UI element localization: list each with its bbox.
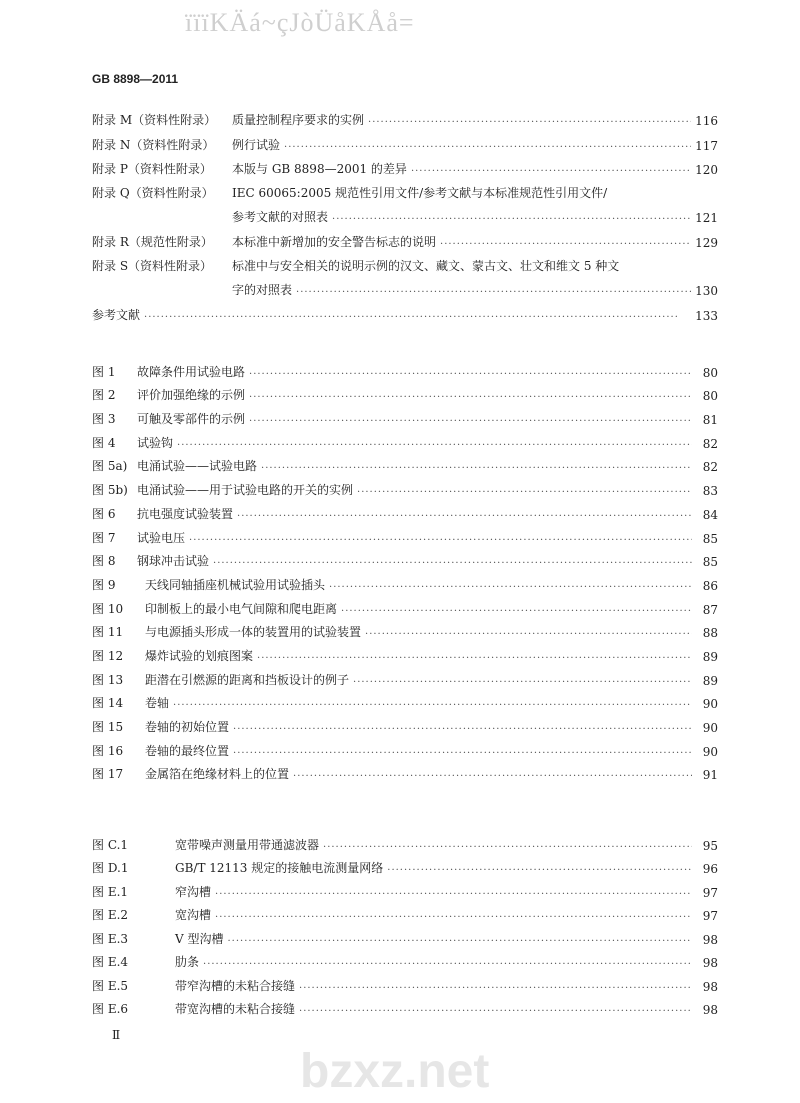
entry-title: IEC 60065:2005 规范性引用文件/参考文献与本标准规范性引用文件/ [232, 186, 608, 201]
dot-leader [257, 653, 692, 664]
toc-entry[interactable] [92, 923, 718, 947]
toc-entry[interactable] [92, 274, 718, 298]
dot-leader [353, 677, 692, 688]
entry-label: 图 17 [92, 767, 124, 782]
entry-title: 带宽沟槽的未粘合接缝 [175, 1002, 296, 1016]
toc-entry[interactable] [92, 128, 718, 152]
annex-figure-toc [92, 829, 718, 1017]
entry-label: 附录 R（规范性附录） [92, 234, 213, 249]
toc-entry[interactable] [92, 380, 718, 404]
entry-title: 试验电压 [137, 530, 186, 545]
entry-title: 可触及零部件的示例 [137, 412, 246, 427]
entry-page: 82 [702, 436, 718, 451]
toc-entry[interactable] [92, 853, 718, 877]
entry-title: 印制板上的最小电气间隙和爬电距离 [145, 601, 338, 616]
dot-leader [144, 312, 691, 323]
toc-entry[interactable] [92, 522, 718, 546]
entry-title: 肋条 [175, 955, 200, 969]
dot-leader [411, 166, 691, 177]
dot-leader [213, 558, 692, 569]
toc-entry[interactable] [92, 947, 718, 971]
dot-leader [368, 117, 691, 128]
entry-label: 图 3 [92, 412, 116, 427]
toc-entry[interactable] [92, 829, 718, 853]
toc-entry[interactable] [92, 569, 718, 593]
dot-leader [293, 771, 692, 782]
entry-label: 附录 S（资料性附录） [92, 259, 213, 274]
entry-page: 84 [702, 507, 718, 522]
entry-title: 卷轴 [145, 696, 170, 711]
toc-entry[interactable] [92, 153, 718, 177]
entry-label: 图 13 [92, 672, 124, 687]
dot-leader [233, 724, 692, 735]
entry-title: 爆炸试验的划痕图案 [145, 648, 254, 663]
entry-title: 电涌试验——用于试验电路的开关的实例 [137, 483, 354, 498]
entry-page: 98 [702, 1003, 718, 1017]
entry-title: 抗电强度试验装置 [137, 506, 234, 521]
toc-entry[interactable] [92, 688, 718, 712]
dot-leader [233, 748, 692, 759]
entry-page: 96 [702, 862, 718, 876]
toc-entry[interactable] [92, 759, 718, 783]
page-number: Ⅱ [112, 1028, 121, 1042]
dot-leader [329, 582, 692, 593]
entry-page: 98 [702, 979, 718, 994]
entry-page: 121 [695, 211, 718, 226]
entry-label: 图 E.6 [92, 1002, 129, 1016]
toc-entry[interactable] [92, 711, 718, 735]
appendix-toc [92, 104, 718, 323]
entry-page: 98 [702, 932, 718, 947]
dot-leader [173, 700, 692, 711]
entry-page: 90 [702, 744, 718, 759]
entry-title: 金属箔在绝缘材料上的位置 [145, 767, 290, 782]
toc-entry[interactable] [92, 104, 718, 128]
entry-label: 图 5b) [92, 483, 128, 498]
dot-leader [177, 440, 692, 451]
entry-page: 133 [695, 308, 718, 323]
entry-label: 附录 P（资料性附录） [92, 161, 212, 176]
entry-label: 图 14 [92, 696, 124, 711]
entry-page: 97 [702, 909, 718, 923]
toc-entry[interactable] [92, 177, 718, 201]
entry-title: 试验钩 [137, 435, 174, 450]
toc-entry[interactable] [92, 427, 718, 451]
watermark-top: ïïïKÄá~çJòÜåKÅå= [185, 8, 415, 37]
entry-title: 本标准中新增加的安全警告标志的说明 [232, 234, 437, 249]
entry-label: 图 D.1 [92, 861, 129, 875]
toc-entry[interactable] [92, 664, 718, 688]
entry-title: 本版与 GB 8898—2001 的差异 [232, 161, 407, 176]
entry-label: 图 6 [92, 506, 116, 521]
toc-entry[interactable] [92, 970, 718, 994]
dot-leader [365, 629, 692, 640]
toc-entry[interactable] [92, 474, 718, 498]
dot-leader [261, 463, 692, 474]
watermark-logo: bzxz.net [300, 1045, 490, 1098]
entry-title: 参考文献 [92, 307, 141, 322]
entry-page: 85 [702, 555, 718, 570]
toc-entry[interactable] [92, 546, 718, 570]
entry-page: 117 [695, 138, 718, 153]
toc-entry[interactable] [92, 876, 718, 900]
dot-leader [296, 287, 691, 298]
entry-label: 图 E.4 [92, 955, 129, 969]
entry-title: 参考文献的对照表 [232, 210, 329, 225]
entry-label: 图 C.1 [92, 837, 129, 852]
dot-leader [249, 416, 692, 427]
toc-entry[interactable] [92, 640, 718, 664]
entry-label: 附录 M（资料性附录） [92, 113, 217, 128]
entry-title: 卷轴的初始位置 [145, 720, 230, 734]
entry-page: 89 [702, 673, 718, 688]
entry-page: 88 [702, 626, 718, 641]
toc-entry[interactable] [92, 201, 718, 225]
entry-page: 90 [702, 697, 718, 712]
dot-leader [189, 535, 692, 546]
dot-leader [387, 865, 692, 876]
entry-page: 80 [702, 389, 718, 404]
dot-leader [357, 487, 692, 498]
toc-entry[interactable] [92, 735, 718, 759]
toc-entry[interactable] [92, 994, 718, 1018]
dot-leader [284, 142, 691, 153]
entry-title: 字的对照表 [232, 283, 293, 298]
entry-title: 例行试验 [232, 137, 281, 152]
entry-page: 98 [702, 956, 718, 970]
toc-entry[interactable] [92, 250, 718, 274]
toc-entry[interactable] [92, 356, 718, 380]
toc-entry[interactable] [92, 593, 718, 617]
entry-page: 116 [695, 114, 718, 129]
entry-title: 质量控制程序要求的实例 [232, 113, 365, 128]
entry-title: 故障条件用试验电路 [137, 364, 246, 379]
entry-label: 图 E.1 [92, 884, 129, 899]
entry-label: 图 5a) [92, 459, 128, 474]
entry-label: 图 8 [92, 554, 116, 569]
entry-title: 天线同轴插座机械试验用试验插头 [145, 577, 326, 592]
entry-label: 附录 N（资料性附录） [92, 137, 215, 152]
entry-page: 90 [702, 721, 718, 735]
entry-title: 带窄沟槽的未粘合接缝 [175, 978, 296, 993]
entry-label: 附录 Q（资料性附录） [92, 186, 214, 201]
entry-label: 图 E.2 [92, 908, 129, 922]
entry-title: 钢球冲击试验 [137, 554, 210, 569]
toc-entry[interactable] [92, 403, 718, 427]
dot-leader [237, 511, 692, 522]
entry-page: 83 [702, 484, 718, 499]
entry-label: 图 4 [92, 435, 116, 450]
dot-leader [203, 959, 692, 970]
entry-label: 图 15 [92, 720, 124, 734]
entry-label: 图 E.5 [92, 978, 129, 993]
toc-entry[interactable] [92, 451, 718, 475]
entry-page: 87 [702, 602, 718, 617]
entry-title: GB/T 12113 规定的接触电流测量网络 [175, 861, 384, 875]
entry-page: 80 [702, 365, 718, 380]
dot-leader [299, 983, 692, 994]
entry-page: 91 [702, 768, 718, 783]
entry-label: 图 11 [92, 625, 124, 640]
dot-leader [323, 842, 692, 853]
standard-number: GB 8898—2011 [92, 72, 179, 86]
dot-leader [440, 239, 691, 250]
toc-entry[interactable] [92, 498, 718, 522]
entry-label: 图 16 [92, 743, 124, 758]
entry-label: 图 12 [92, 648, 124, 663]
figure-toc [92, 356, 718, 782]
dot-leader [332, 214, 691, 225]
entry-page: 85 [702, 531, 718, 546]
dot-leader [227, 936, 692, 947]
entry-page: 81 [702, 413, 718, 428]
toc-entry-references[interactable] [92, 298, 718, 322]
entry-title: 宽带噪声测量用带通滤波器 [175, 837, 320, 852]
entry-title: 距潜在引燃源的距离和挡板设计的例子 [145, 672, 350, 687]
toc-entry[interactable] [92, 617, 718, 641]
entry-page: 130 [695, 284, 718, 299]
toc-entry[interactable] [92, 900, 718, 924]
entry-page: 86 [702, 578, 718, 593]
entry-label: 图 7 [92, 530, 116, 545]
entry-page: 97 [702, 885, 718, 900]
entry-label: 图 10 [92, 601, 124, 616]
entry-page: 89 [702, 649, 718, 664]
dot-leader [249, 369, 692, 380]
dot-leader [215, 889, 692, 900]
entry-title: 与电源插头形成一体的装置用的试验装置 [145, 625, 362, 640]
entry-title: 窄沟槽 [175, 884, 212, 899]
dot-leader [299, 1006, 692, 1017]
toc-entry[interactable] [92, 225, 718, 249]
entry-page: 129 [695, 235, 718, 250]
entry-page: 120 [695, 162, 718, 177]
entry-title: 宽沟槽 [175, 908, 212, 922]
dot-leader [249, 392, 692, 403]
entry-title: 评价加强绝缘的示例 [137, 388, 246, 403]
entry-title: 电涌试验——试验电路 [137, 459, 258, 474]
entry-title: 卷轴的最终位置 [145, 743, 230, 758]
entry-page: 82 [702, 460, 718, 475]
entry-label: 图 9 [92, 577, 116, 592]
entry-title: V 型沟槽 [175, 931, 224, 946]
entry-page: 95 [702, 838, 718, 853]
dot-leader [341, 606, 692, 617]
dot-leader [215, 912, 692, 923]
entry-title: 标准中与安全相关的说明示例的汉文、藏文、蒙古文、壮文和维文 5 种文 [232, 259, 620, 274]
entry-label: 图 2 [92, 388, 116, 403]
entry-label: 图 E.3 [92, 931, 129, 946]
entry-label: 图 1 [92, 364, 116, 379]
